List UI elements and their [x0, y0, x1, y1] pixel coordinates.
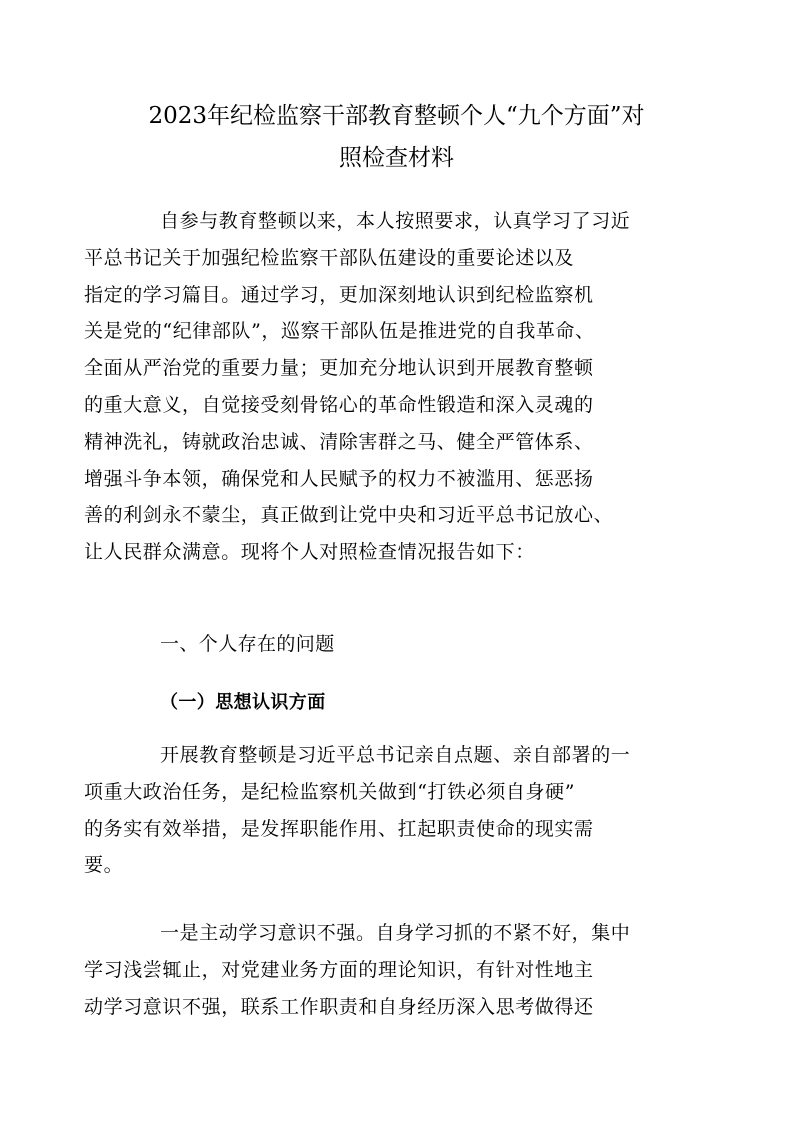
subsection-heading: （一）思想认识方面	[160, 692, 326, 713]
title-line: 照检查材料	[339, 145, 454, 171]
text-line: 指定的学习篇目。通过学习，更加深刻地认识到纪检监察机	[84, 283, 594, 306]
text-line: 动学习意识不强，联系工作职责和自身经历深入思考做得还	[84, 995, 594, 1018]
text-line: 平总书记关于加强纪检监察干部队伍建设的重要论述以及	[84, 246, 575, 269]
document-title	[100, 95, 693, 179]
text-line: 项重大政治任务，是纪检监察机关做到“打铁必须自身硬”	[84, 780, 576, 803]
intro-paragraph	[84, 203, 678, 571]
text-line: 关是党的“纪律部队”，巡察干部队伍是推进党的自我革命、	[84, 320, 595, 343]
title-line: 2023年纪检监察干部教育整顿个人“九个方面”对	[148, 103, 645, 129]
text-line: 全面从严治党的重要力量；更加充分地认识到开展教育整顿	[84, 357, 594, 380]
body-paragraph	[84, 737, 678, 884]
text-line: 自参与教育整顿以来，本人按照要求，认真学习了习近	[160, 210, 631, 232]
text-line: 让人民群众满意。现将个人对照检查情况报告如下：	[84, 541, 535, 564]
text-line: 善的利剑永不蒙尘，真正做到让党中央和习近平总书记放心、	[84, 504, 614, 527]
text-line: 要。	[84, 854, 124, 877]
text-line: 学习浅尝辄止，对党建业务方面的理论知识，有针对性地主	[84, 958, 594, 981]
text-line: 精神洗礼，铸就政治忠诚、清除害群之马、健全严管体系、	[84, 430, 594, 453]
body-paragraph	[84, 915, 678, 1025]
text-line: 的务实有效举措，是发挥职能作用、扛起职责使命的现实需	[84, 817, 594, 840]
text-line: 开展教育整顿是习近平总书记亲自点题、亲自部署的一	[160, 744, 631, 766]
text-line: 一是主动学习意识不强。自身学习抓的不紧不好，集中	[160, 922, 631, 944]
text-line: 的重大意义，自觉接受刻骨铭心的革命性锻造和深入灵魂的	[84, 393, 594, 416]
text-line: 增强斗争本领，确保党和人民赋予的权力不被滥用、惩恶扬	[84, 467, 594, 490]
section-heading: 一、个人存在的问题	[160, 633, 335, 655]
